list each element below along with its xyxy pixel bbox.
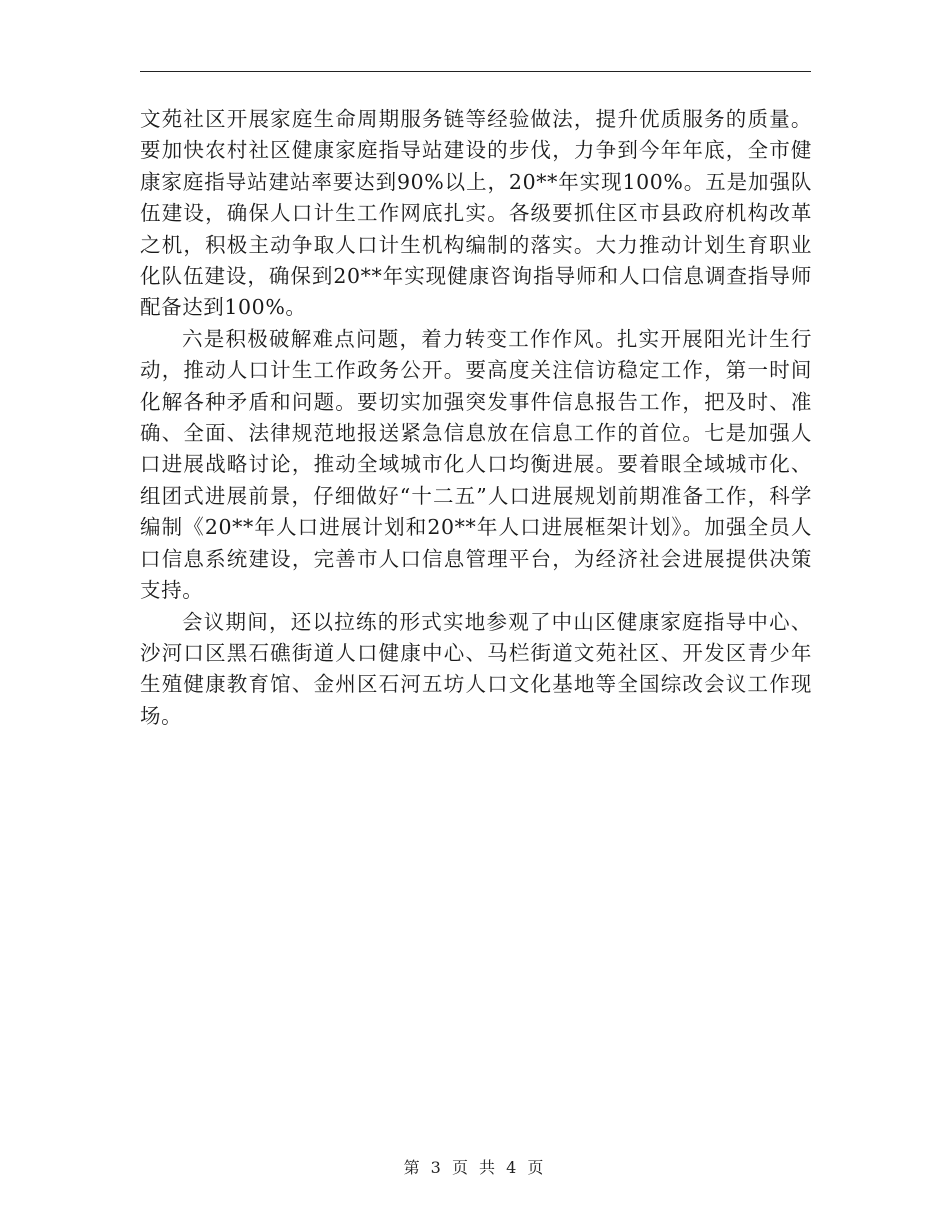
document-body [140,104,812,732]
header-rule [140,71,811,72]
paragraph: 文苑社区开展家庭生命周期服务链等经验做法，提升优质服务的质量。要加快农村社区健康家庭指导站建设的步伐，力争到今年年底，全市健康家庭指导站建站率要达到90%以上，20**年实现100%。五是加强队伍建设，确保人口计生工作网底扎实。各级要抓住区市县政府机构改革之机，积极主动争取人口计生机构编制的落实。大力推动计划生育职业化队伍建设，确保到20**年实现健康咨询指导师和人口信息调查指导师配备达到100%。 [140,107,812,320]
page-number: 第 3 页 共 4 页 [403,1158,547,1177]
paragraph: 六是积极破解难点问题，着力转变工作作风。扎实开展阳光计生行动，推动人口计生工作政务公开。要高度关注信访稳定工作，第一时间化解各种矛盾和问题。要切实加强突发事件信息报告工作，把及时、准确、全面、法律规范地报送紧急信息放在信息工作的首位。七是加强人口进展战略讨论，推动全域城市化人口均衡进展。要着眼全域城市化、组团式进展前景，仔细做好“十二五”人口进展规划前期准备工作，科学编制《20**年人口进展计划和20**年人口进展框架计划》。加强全员人口信息系统建设，完善市人口信息管理平台，为经济社会进展提供决策支持。 [140,326,812,603]
paragraph: 会议期间，还以拉练的形式实地参观了中山区健康家庭指导中心、沙河口区黑石礁街道人口健康中心、马栏街道文苑社区、开发区青少年生殖健康教育馆、金州区石河五坊人口文化基地等全国综改会议工作现场。 [140,609,812,728]
